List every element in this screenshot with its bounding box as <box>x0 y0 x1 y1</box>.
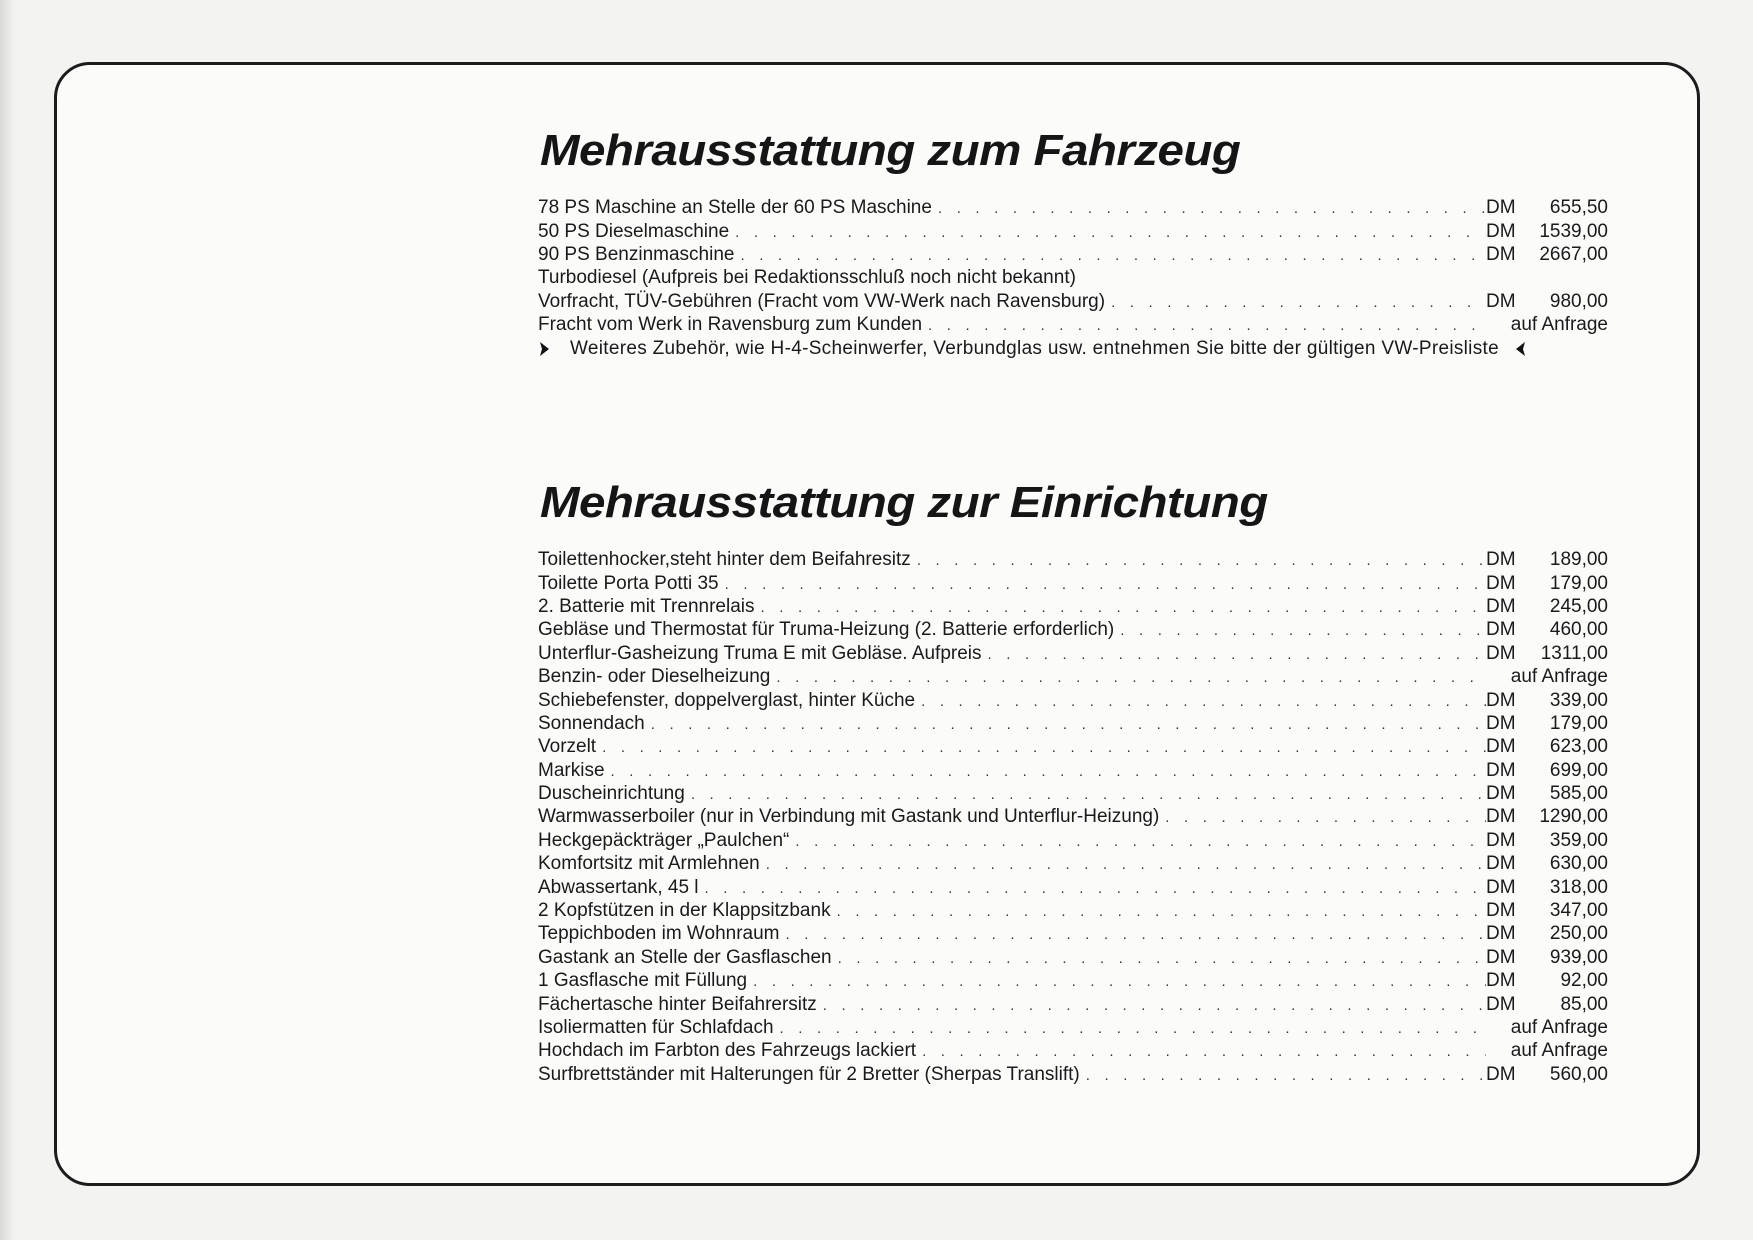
price-row <box>538 829 1608 852</box>
dot-leader <box>735 221 1486 244</box>
item-price: 347,00 <box>1549 900 1608 922</box>
price-row <box>538 665 1608 688</box>
dot-leader <box>921 690 1486 713</box>
price-row <box>538 735 1608 758</box>
item-price: 92,00 <box>1560 970 1608 992</box>
price-row <box>538 805 1608 828</box>
price-row <box>538 642 1608 665</box>
item-currency: DM <box>1486 549 1516 571</box>
price-row <box>538 922 1608 945</box>
item-label: 50 PS Dieselmaschine <box>538 220 730 242</box>
item-price: 699,00 <box>1549 759 1608 781</box>
item-label: Markise <box>538 759 605 781</box>
price-row <box>538 712 1608 735</box>
item-price: 980,00 <box>1549 290 1608 312</box>
item-label: 90 PS Benzinmaschine <box>538 243 735 265</box>
price-row <box>538 689 1608 712</box>
item-label: Heckgepäckträger „Paulchen“ <box>538 829 790 851</box>
item-currency: DM <box>1486 923 1516 945</box>
price-row <box>538 243 1608 266</box>
item-label: 2 Kopfstützen in der Klappsitzbank <box>538 900 831 922</box>
item-label: Toilettenhocker,steht hinter dem Beifahresitz <box>538 549 911 571</box>
price-row <box>538 852 1608 875</box>
item-price: 250,00 <box>1549 923 1608 945</box>
item-currency: DM <box>1486 806 1516 828</box>
item-currency: DM <box>1486 829 1516 851</box>
dot-leader <box>922 1040 1486 1063</box>
item-currency: DM <box>1486 759 1516 781</box>
item-price-on-request: auf Anfrage <box>1510 666 1608 688</box>
price-row <box>538 899 1608 922</box>
dot-leader <box>760 596 1486 619</box>
item-currency: DM <box>1486 946 1516 968</box>
dot-leader <box>837 900 1486 923</box>
dot-leader <box>928 314 1486 337</box>
section-title-vehicle: Mehrausstattung zum Fahrzeug <box>540 126 1241 175</box>
item-label: Surfbrettständer mit Halterungen für 2 Bretter (Sherpas Translift) <box>538 1063 1080 1085</box>
item-label: Gastank an Stelle der Gasflaschen <box>538 946 832 968</box>
item-currency: DM <box>1486 1063 1516 1085</box>
dot-leader <box>823 994 1486 1017</box>
item-label: Benzin- oder Dieselheizung <box>538 666 771 688</box>
item-label: Toilette Porta Potti 35 <box>538 572 719 594</box>
item-currency: DM <box>1486 220 1516 242</box>
item-label: Vorzelt <box>538 736 597 758</box>
item-currency: DM <box>1486 197 1516 219</box>
item-label: Fächertasche hinter Beifahrersitz <box>538 993 817 1015</box>
dot-leader <box>691 783 1486 806</box>
item-price: 2667,00 <box>1539 243 1608 265</box>
dot-leader <box>938 197 1486 220</box>
item-price: 655,50 <box>1549 197 1608 219</box>
dot-leader <box>838 947 1486 970</box>
price-row <box>538 313 1608 336</box>
interior-options-list <box>538 548 1608 1086</box>
section-interior-options <box>538 480 1608 1086</box>
item-label: Fracht vom Werk in Ravensburg zum Kunden <box>538 314 923 336</box>
dot-leader <box>740 244 1486 267</box>
price-row <box>538 548 1608 571</box>
item-label: Abwassertank, 45 l <box>538 876 699 898</box>
price-row <box>538 572 1608 595</box>
price-row <box>538 595 1608 618</box>
item-price: 85,00 <box>1560 993 1608 1015</box>
price-row <box>538 290 1608 313</box>
item-price: 1290,00 <box>1539 806 1608 828</box>
item-price: 630,00 <box>1549 853 1608 875</box>
item-label: Vorfracht, TÜV-Gebühren (Fracht vom VW-Werk nach Ravensburg) <box>538 290 1106 312</box>
item-price: 560,00 <box>1549 1063 1608 1085</box>
dot-leader <box>795 830 1486 853</box>
dot-leader <box>1111 291 1486 314</box>
section-title-interior: Mehrausstattung zur Einrichtung <box>540 478 1268 527</box>
price-row <box>538 946 1608 969</box>
dot-leader <box>786 923 1486 946</box>
item-price-on-request: auf Anfrage <box>1510 1017 1608 1038</box>
item-label: Teppichboden im Wohnraum <box>538 923 780 945</box>
item-currency: DM <box>1486 993 1516 1015</box>
price-row <box>538 759 1608 782</box>
section-vehicle-options <box>538 128 1608 361</box>
price-row <box>538 1039 1608 1062</box>
item-currency: DM <box>1486 783 1516 805</box>
dot-leader <box>602 736 1486 759</box>
dot-leader <box>917 549 1486 572</box>
dot-leader <box>780 1017 1486 1040</box>
item-currency: DM <box>1486 900 1516 922</box>
dot-leader <box>611 760 1486 783</box>
item-currency: DM <box>1486 712 1516 734</box>
item-price: 189,00 <box>1549 549 1608 571</box>
dot-leader <box>988 643 1486 666</box>
item-label: 1 Gasflasche mit Füllung <box>538 970 748 992</box>
item-label: Komfortsitz mit Armlehnen <box>538 853 760 875</box>
item-label: Sonnendach <box>538 712 645 734</box>
item-price: 179,00 <box>1549 572 1608 594</box>
item-currency: DM <box>1486 642 1516 664</box>
item-price: 939,00 <box>1549 946 1608 968</box>
item-label: Schiebefenster, doppelverglast, hinter Küche <box>538 689 916 711</box>
price-row <box>538 618 1608 641</box>
item-price: 1311,00 <box>1540 642 1608 664</box>
item-label: 78 PS Maschine an Stelle der 60 PS Maschine <box>538 197 932 219</box>
dot-leader <box>1086 1064 1486 1087</box>
item-currency: DM <box>1486 243 1516 265</box>
dot-leader <box>776 666 1486 689</box>
price-row <box>538 196 1608 219</box>
item-price: 339,00 <box>1549 689 1608 711</box>
dot-leader <box>766 853 1486 876</box>
item-currency: DM <box>1486 572 1516 594</box>
item-label: Hochdach im Farbton des Fahrzeugs lackiert <box>538 1040 917 1062</box>
item-label: 2. Batterie mit Trennrelais <box>538 595 755 617</box>
item-price: 1539,00 <box>1539 220 1608 242</box>
dot-leader <box>1120 619 1486 642</box>
price-row <box>538 969 1608 992</box>
item-price: 359,00 <box>1549 829 1608 851</box>
item-price: 245,00 <box>1549 595 1608 617</box>
item-currency: DM <box>1486 970 1516 992</box>
item-label: Duscheinrichtung <box>538 783 685 805</box>
item-price: 623,00 <box>1549 736 1608 758</box>
price-row <box>538 1063 1608 1086</box>
item-label: Turbodiesel (Aufpreis bei Redaktionsschluß noch nicht bekannt) <box>538 267 1076 289</box>
vehicle-options-list <box>538 196 1608 336</box>
item-price: 585,00 <box>1549 783 1608 805</box>
dot-leader <box>651 713 1486 736</box>
page-edge-shadow <box>0 0 14 1240</box>
item-label: Isoliermatten für Schlafdach <box>538 1017 774 1038</box>
accessories-note-text: Weiteres Zubehör, wie H-4-Scheinwerfer, Verbundglas usw. entnehmen Sie bitte der gültigen VW-Preisliste <box>570 337 1499 359</box>
item-price: 179,00 <box>1549 712 1608 734</box>
item-label: Gebläse und Thermostat für Truma-Heizung (2. Batterie erforderlich) <box>538 619 1115 641</box>
item-currency: DM <box>1486 689 1516 711</box>
price-row <box>538 266 1608 289</box>
item-currency: DM <box>1486 853 1516 875</box>
item-currency: DM <box>1486 290 1516 312</box>
item-currency: DM <box>1486 876 1516 898</box>
item-currency: DM <box>1486 736 1516 758</box>
accessories-note <box>538 337 1608 361</box>
price-row <box>538 782 1608 805</box>
item-label: Unterflur-Gasheizung Truma E mit Gebläse. Aufpreis <box>538 642 982 664</box>
dot-leader <box>1165 806 1486 829</box>
item-price-on-request: auf Anfrage <box>1510 314 1608 336</box>
arrow-left-icon <box>1513 340 1527 358</box>
dot-leader <box>705 877 1486 900</box>
dot-leader <box>753 970 1486 993</box>
price-row <box>538 993 1608 1016</box>
item-label: Warmwasserboiler (nur in Verbindung mit Gastank und Unterflur-Heizung) <box>538 806 1160 828</box>
item-currency: DM <box>1486 619 1516 641</box>
dot-leader <box>725 573 1486 596</box>
item-price: 318,00 <box>1549 876 1608 898</box>
item-price: 460,00 <box>1549 619 1608 641</box>
arrow-right-icon <box>538 340 552 358</box>
price-row <box>538 1016 1608 1039</box>
item-price-on-request: auf Anfrage <box>1510 1040 1608 1062</box>
price-row <box>538 220 1608 243</box>
price-row <box>538 876 1608 899</box>
item-currency: DM <box>1486 595 1516 617</box>
